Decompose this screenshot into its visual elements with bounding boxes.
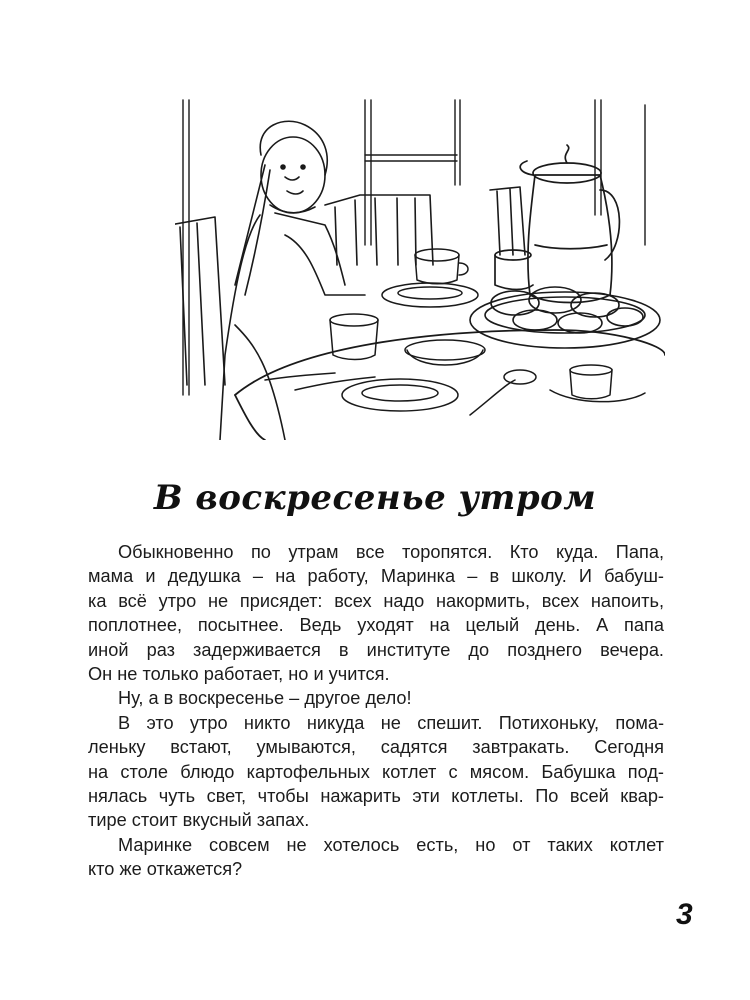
text-line: мама и дедушка – на работу, Маринка – в школу. И бабуш- <box>88 566 664 587</box>
window-frame <box>183 100 645 395</box>
text-line: нялась чуть свет, чтобы нажарить эти котлеты. По всей квар- <box>88 786 664 807</box>
chairs <box>175 187 525 385</box>
text-line: кто же откажется? <box>88 859 243 880</box>
text-line: поплотнее, посытнее. Ведь уходят на целый день. А папа <box>88 615 664 636</box>
chapter-title: В воскресенье утром <box>153 478 597 518</box>
text-line: леньку встают, умываются, садятся завтракать. Сегодня <box>88 737 664 758</box>
breakfast-illustration <box>175 95 665 440</box>
text-line: иной раз задерживается в институте до позднего вечера. <box>88 639 664 660</box>
text-line: ка всё утро не присядет: всех надо накормить, всех напоить, <box>88 590 664 611</box>
text-line: на столе блюдо картофельных котлет с мясом. Бабушка под- <box>88 761 664 782</box>
text-line: Он не только работает, но и учится. <box>88 664 390 685</box>
text-line: тире стоит вкусный запах. <box>88 810 310 831</box>
page-number: 3 <box>676 898 693 931</box>
text-line: Ну, а в воскресенье – другое дело! <box>118 688 412 709</box>
text-line: В это утро никто никуда не спешит. Потихоньку, пома- <box>118 712 664 733</box>
body-text <box>88 540 664 882</box>
text-line: Обыкновенно по утрам все торопятся. Кто куда. Папа, <box>118 542 664 562</box>
text-line: Маринке совсем не хотелось есть, но от таких котлет <box>118 834 664 855</box>
